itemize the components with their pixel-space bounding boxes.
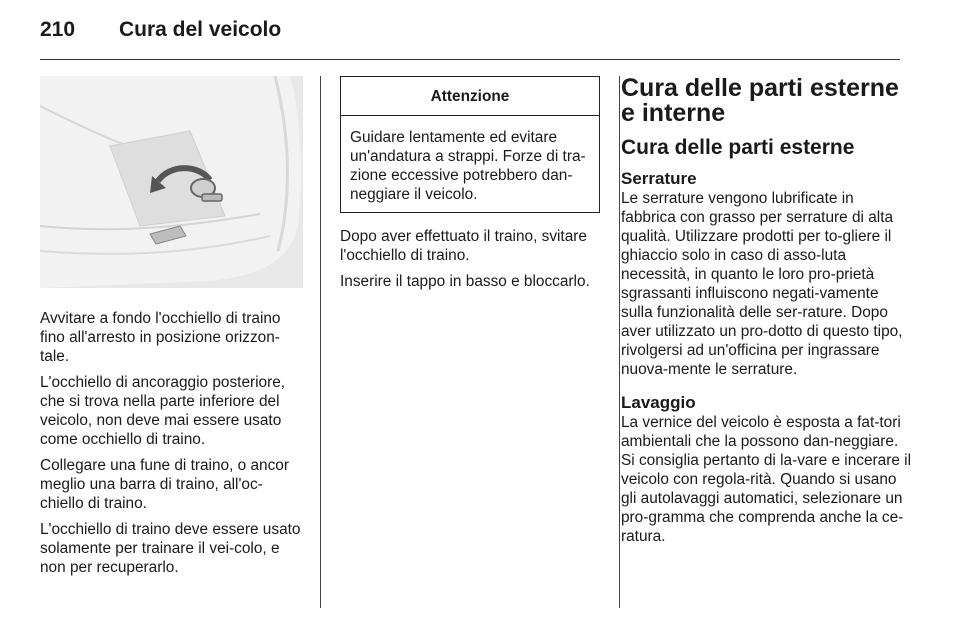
warning-title: Attenzione (341, 77, 599, 116)
page-header (40, 18, 900, 48)
page-number: 210 (40, 18, 76, 41)
column-divider (619, 76, 620, 608)
warning-body: Guidare lentamente ed evitare un'andatura a strappi. Forze di tra-zione eccessive potrebbero dan-neggiare il veicolo. (350, 129, 586, 203)
paragraph: Avvitare a fondo l'occhiello di traino fino all'arresto in posizione orizzon-tale. (40, 310, 281, 365)
paragraph: L'occhiello di ancoraggio posteriore, che si trova nella parte inferiore del veicolo, non deve mai essere usato come occhiello di traino. (40, 374, 286, 448)
paragraph: La vernice del veicolo è esposta a fat-tori ambientali che la possono dan-neggiare. Si consiglia pertanto di la-vare e incerare il veicolo con regola-rità. Quando si usano gli autolavaggi automatici, selezionare un pro-gramma che comprenda anche la ce-ratura. (621, 414, 912, 545)
rear-bumper-towing-eye-illustration (40, 76, 303, 288)
paragraph: Inserire il tappo in basso e bloccarlo. (340, 273, 590, 290)
paragraph: Dopo aver effettuato il traino, svitare l'occhiello di traino. (340, 228, 587, 264)
column-2 (340, 76, 602, 298)
section-heading: Cura delle parti esterne (621, 136, 855, 159)
column-divider (320, 76, 321, 608)
header-rule (40, 59, 900, 60)
column-1 (40, 76, 304, 584)
section-title: Cura del veicolo (119, 18, 282, 41)
paragraph: L'occhiello di traino deve essere usato solamente per trainare il vei-colo, e non per recuperarlo. (40, 521, 301, 576)
column-3 (621, 76, 911, 560)
paragraph: Collegare una fune di traino, o ancor meglio una barra di traino, all'oc-chiello di traino. (40, 457, 289, 512)
paragraph: Le serrature vengono lubrificate in fabbrica con grasso per serrature di alta qualità. Utilizzare prodotti per to-gliere il ghiaccio solo in caso di asso-luta necessità, in quanto le loro pro-prietà sgrassanti influiscono negati-vamente sulla funzionalità delle ser-rature. Dopo aver utilizzato un pro-dotto di questo tipo, rivolgersi ad un'officina per ingrassare nuova-mente le serrature. (621, 190, 903, 378)
subsection-heading: Lavaggio (621, 393, 696, 412)
warning-box (340, 76, 600, 213)
subsection-heading: Serrature (621, 169, 697, 188)
chapter-heading: Cura delle parti esterne e interne (621, 74, 899, 127)
